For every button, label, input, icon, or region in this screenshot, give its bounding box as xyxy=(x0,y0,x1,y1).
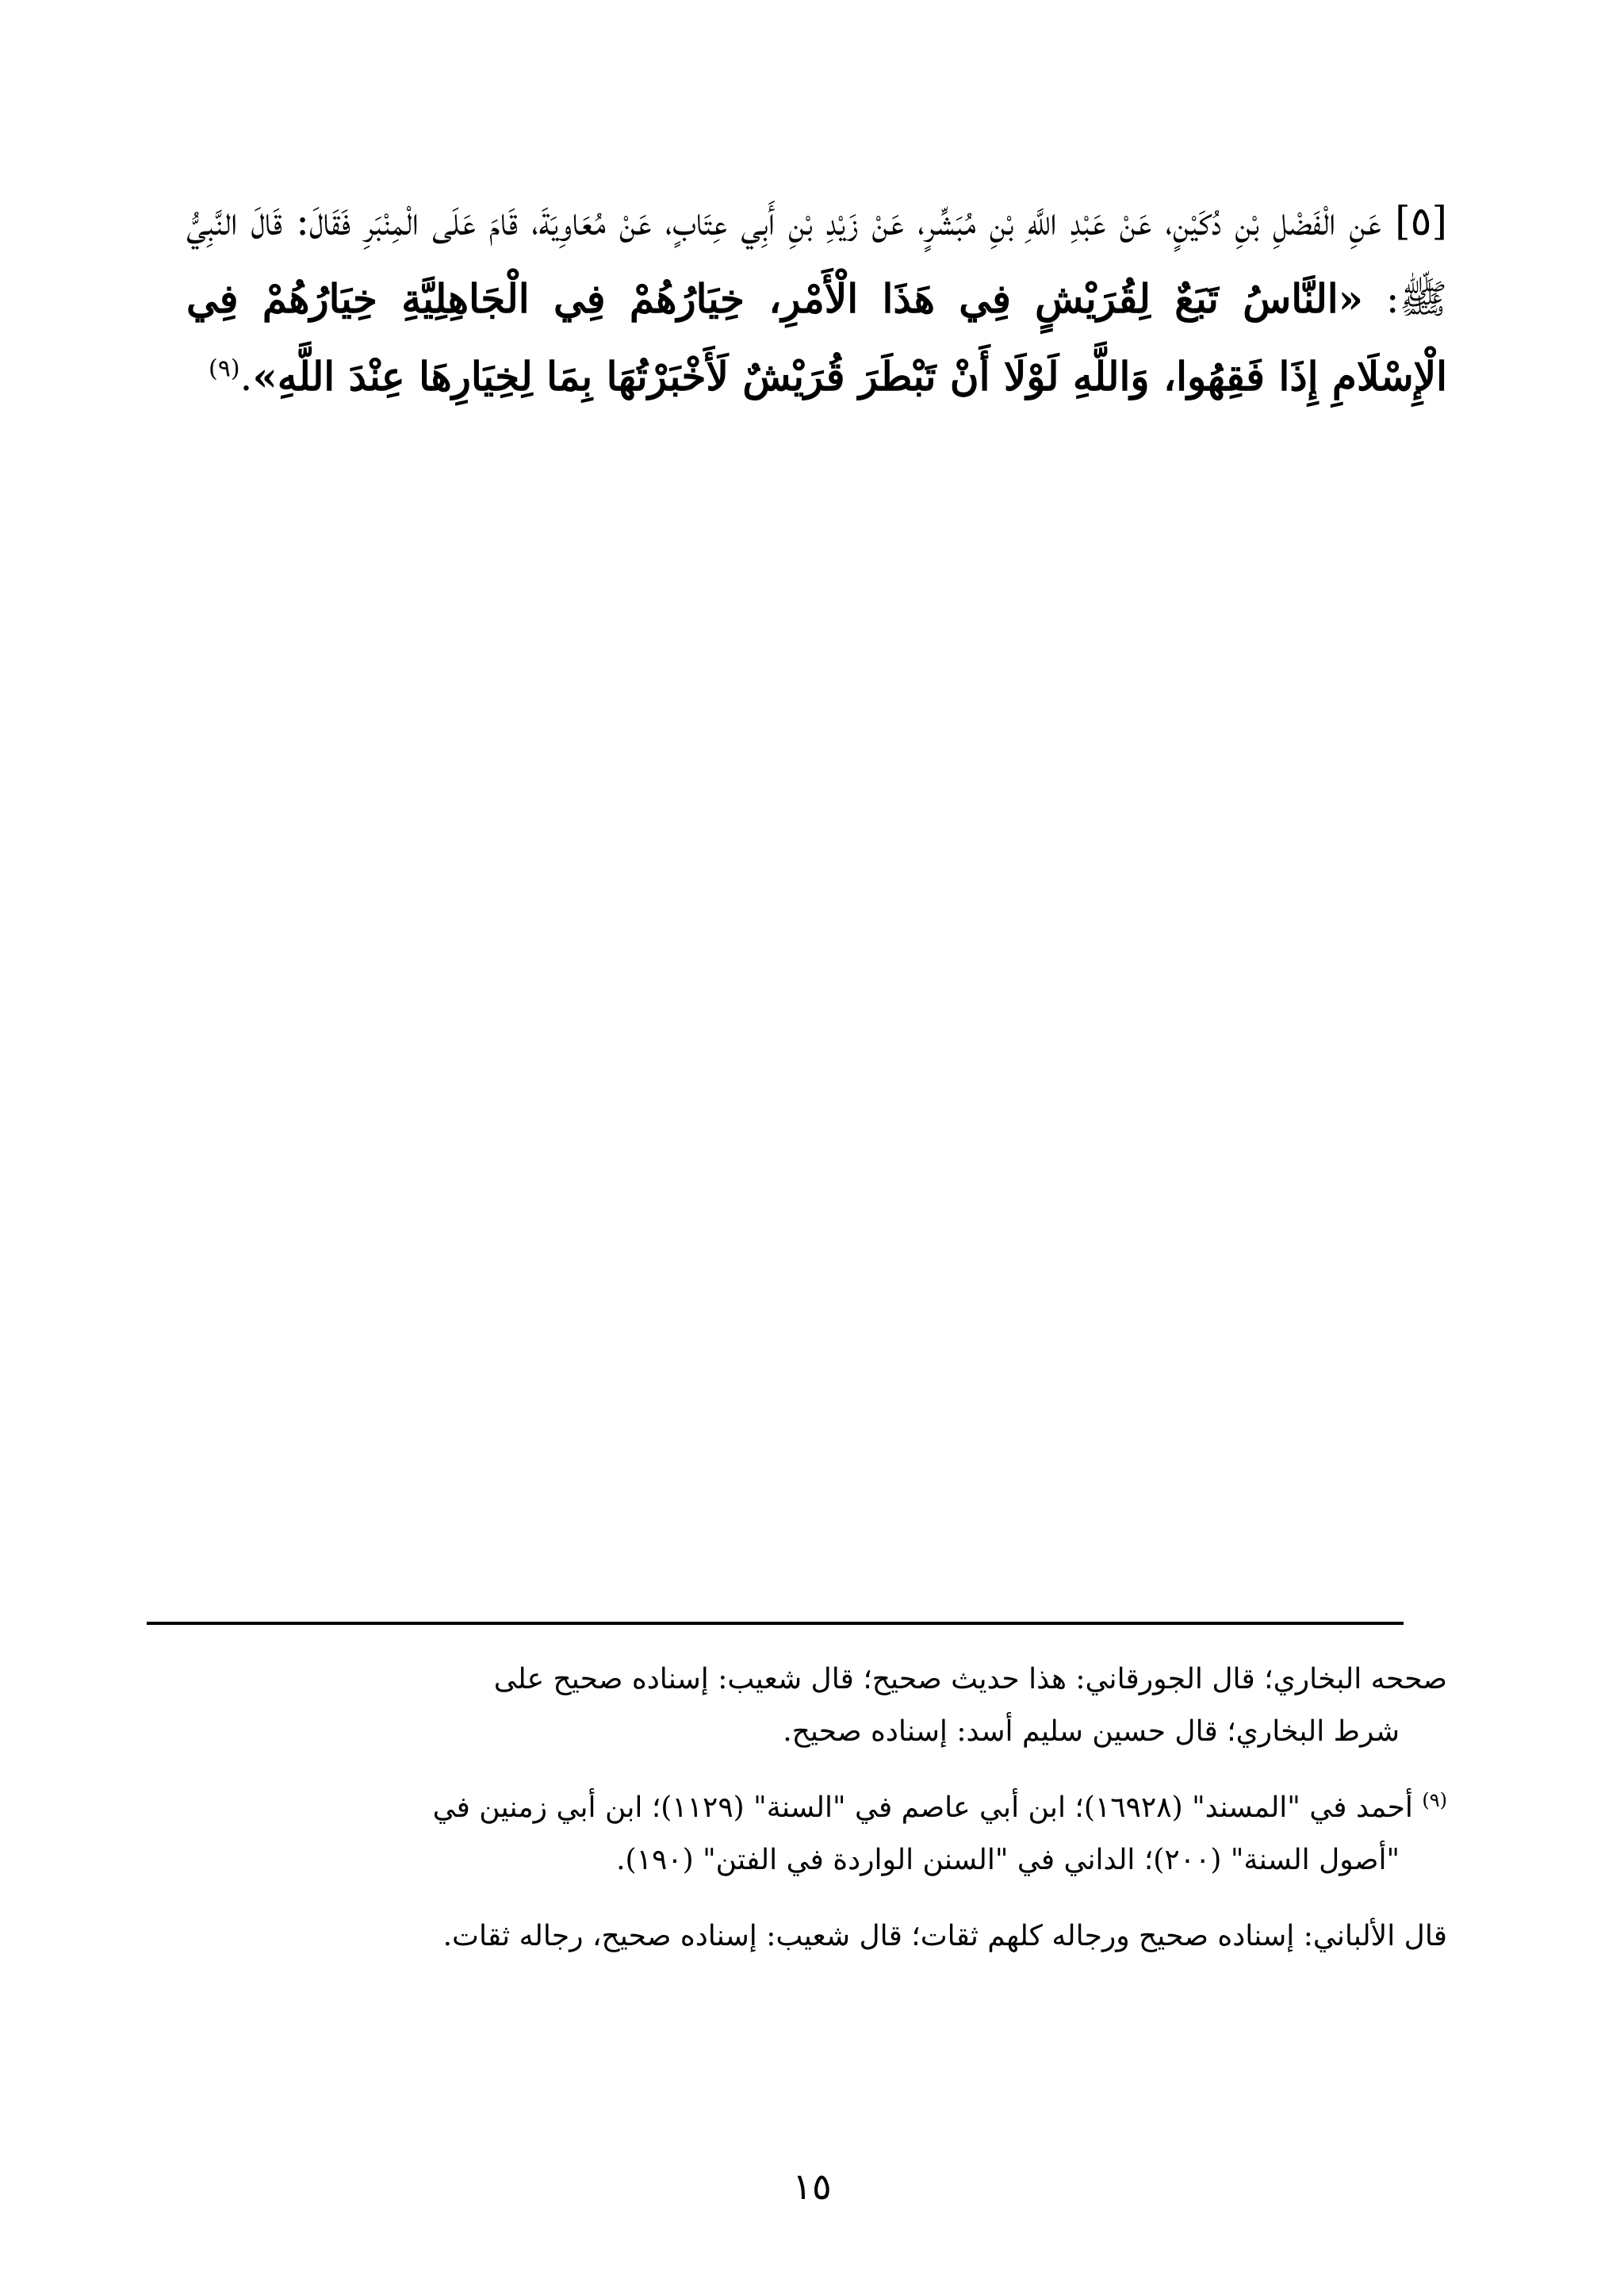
hadith-end-punctuation: . xyxy=(239,354,253,400)
hadith-number: [٥] xyxy=(1395,198,1447,244)
hadith-matn: «النَّاسُ تَبَعٌ لِقُرَيْشٍ فِي هَذَا الْأَمْرِ، خِيَارُهُمْ فِي الْجَاهِلِيَّةِ خِيَارُهُمْ فِي الْإِسْلَامِ إِذَا فَقِهُوا، وَاللَّهِ لَوْلَا أَنْ تَبْطَرَ قُرَيْشٌ لَأَخْبَرْتُهَا بِمَا لِخِيَارِهَا عِنْدَ اللَّهِ» xyxy=(186,275,1447,400)
hadith-paragraph xyxy=(186,182,1447,416)
footnote-separator xyxy=(147,1622,1404,1625)
footnote-9-line-1: أحمد في "المسند" (١٦٩٢٨)؛ ابن أبي عاصم في "السنة" (١١٢٩)؛ ابن أبي زمنين في xyxy=(432,1791,1423,1824)
page-number: ١٥ xyxy=(792,2165,832,2208)
footnote-carryover xyxy=(190,1653,1447,1758)
footnote-9-marker: (٩) xyxy=(1422,1789,1447,1811)
footnote-9 xyxy=(190,1782,1447,1887)
footnotes-section xyxy=(190,1653,1447,1963)
footnote-grading-text: قال الألباني: إسناده صحيح ورجاله كلهم ثقات؛ قال شعيب: إسناده صحيح، رجاله ثقات. xyxy=(442,1920,1447,1952)
footnote-carryover-line-2: شرط البخاري؛ قال حسين سليم أسد: إسناده صحيح. xyxy=(783,1715,1400,1748)
footnote-reference[interactable]: (٩) xyxy=(208,354,240,383)
footnote-9-line-2: "أصول السنة" (٢٠٠)؛ الداني في "السنن الواردة في الفتن" (١٩٠). xyxy=(616,1844,1400,1876)
hadith-isnad: عَنِ الْفَضْلِ بْنِ دُكَيْنٍ، عَنْ عَبْدِ اللَّهِ بْنِ مُبَشِّرٍ، عَنْ زَيْدِ بْنِ أَبِي عِتَابٍ، عَنْ مُعَاوِيَةَ، قَامَ عَلَى الْمِنْبَرِ فَقَالَ: قَالَ النَّبِيُّ ﷺ: xyxy=(186,198,1448,322)
footnote-carryover-line-1: صححه البخاري؛ قال الجورقاني: هذا حديث صحيح؛ قال شعيب: إسناده صحيح على xyxy=(493,1663,1447,1695)
footnote-grading xyxy=(190,1910,1447,1963)
